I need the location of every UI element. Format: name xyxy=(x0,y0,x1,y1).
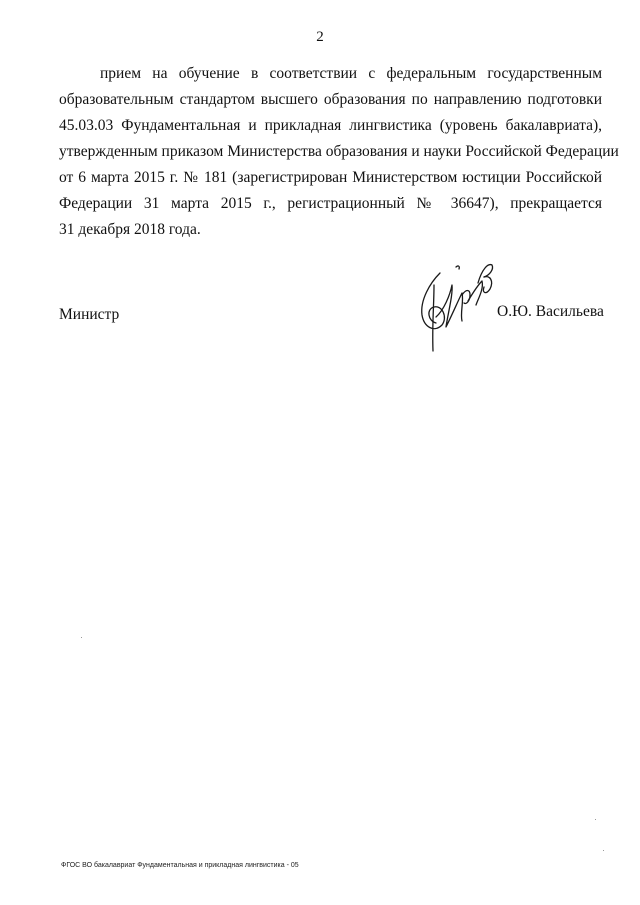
scan-speck xyxy=(81,637,82,638)
text-line: образовательным стандартом высшего образования по направлению подготовки xyxy=(59,91,602,108)
order-text xyxy=(59,61,619,243)
text-line: утвержденным приказом Министерства образования и науки Российской Федерации xyxy=(59,143,619,160)
text-line: 31 декабря 2018 года. xyxy=(59,221,201,238)
handwritten-signature xyxy=(412,255,507,355)
document-footer: ФГОС ВО бакалавриат Фундаментальная и прикладная лингвистика - 05 xyxy=(61,862,299,869)
text-line: от 6 марта 2015 г. № 181 (зарегистрирован Министерством юстиции Российской xyxy=(59,169,602,186)
text-line: прием на обучение в соответствии с федеральным государственным xyxy=(100,65,602,82)
text-line: Федерации 31 марта 2015 г., регистрационный № 36647), прекращается xyxy=(59,195,602,212)
text-line: 45.03.03 Фундаментальная и прикладная лингвистика (уровень бакалавриата), xyxy=(59,117,602,134)
scan-speck xyxy=(603,850,604,851)
signatory-title: Министр xyxy=(59,306,120,323)
page-number: 2 xyxy=(316,29,324,45)
signatory-name: О.Ю. Васильева xyxy=(497,303,604,320)
scan-speck xyxy=(595,819,596,820)
